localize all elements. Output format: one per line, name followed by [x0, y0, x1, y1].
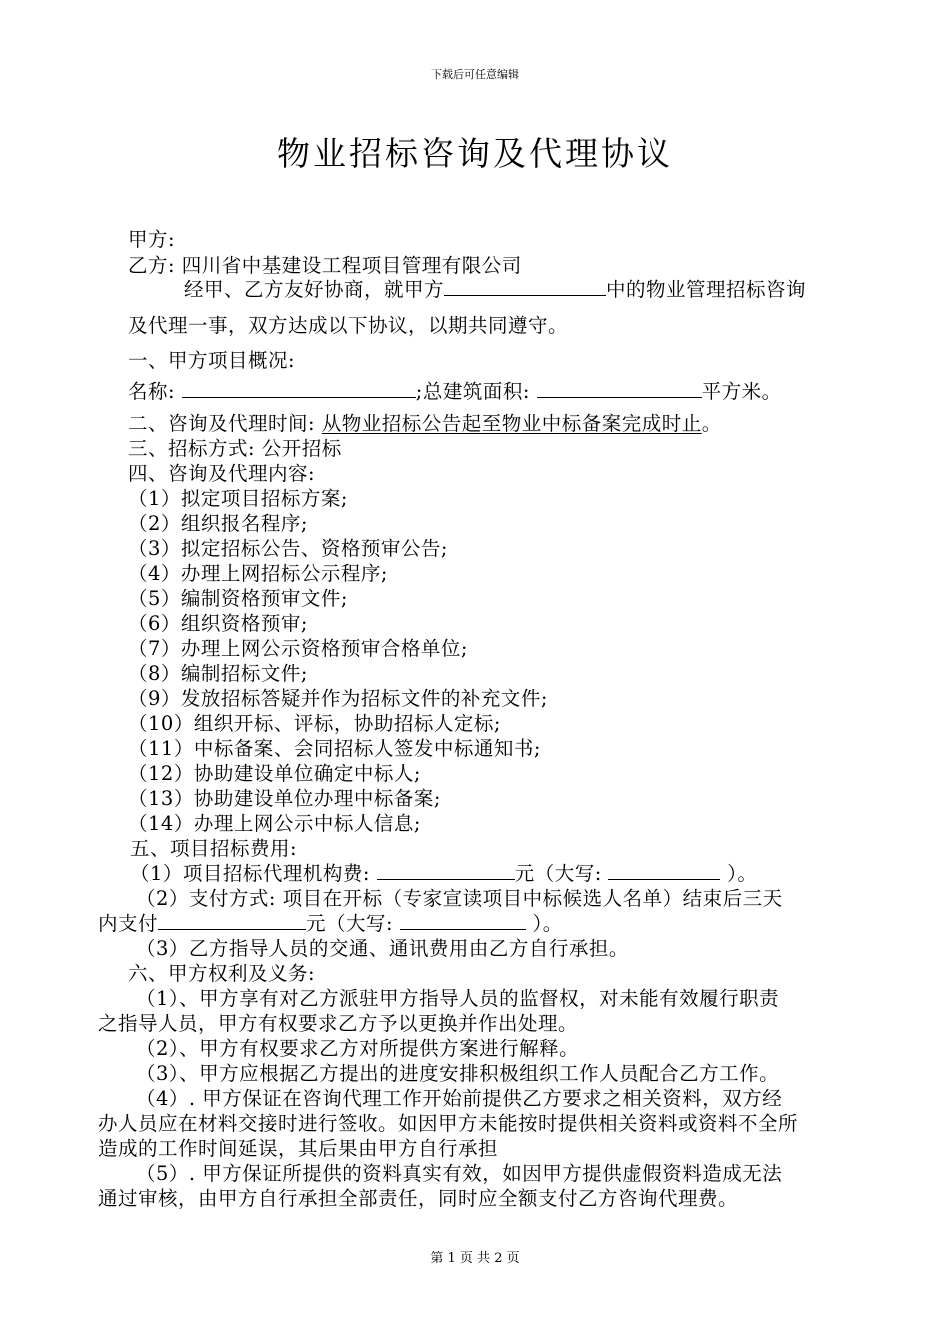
- party-b-line: 乙方: 四川省中基建设工程项目管理有限公司: [128, 254, 522, 277]
- right-1-line-1: （1）、甲方享有对乙方派驻甲方指导人员的监督权，对未能有效履行职责: [136, 987, 780, 1010]
- section-2-end: 。: [701, 412, 722, 435]
- page-footer: 第 1 页 共 2 页: [430, 1251, 520, 1266]
- right-1-line-2: 之指导人员，甲方有权要求乙方予以更换并作出处理。: [98, 1012, 579, 1035]
- intro-line-2: 及代理一事，双方达成以下协议，以期共同遵守。: [128, 314, 569, 337]
- list-item: （2）组织报名程序;: [128, 512, 308, 535]
- list-item: （4）办理上网招标公示程序;: [128, 562, 388, 585]
- list-item: （5）编制资格预审文件;: [128, 587, 348, 610]
- header-note: 下载后可任意编辑: [431, 68, 519, 81]
- fee-line-2a: （2）支付方式: 项目在开标（专家宣读项目中标候选人名单）结束后三天: [136, 887, 783, 910]
- list-item: （1）拟定项目招标方案;: [128, 487, 348, 510]
- area-blank[interactable]: [537, 379, 702, 398]
- fee-line-3: （3）乙方指导人员的交通、通讯费用由乙方自行承担。: [136, 937, 629, 960]
- list-item: （13）协助建设单位办理中标备案;: [128, 787, 441, 810]
- list-item: （6）组织资格预审;: [128, 612, 308, 635]
- project-blank[interactable]: [444, 277, 606, 296]
- list-item: （9）发放招标答疑并作为招标文件的补充文件;: [128, 687, 548, 710]
- pay-label: 内支付: [98, 912, 159, 935]
- section-3-line: 三、招标方式: 公开招标: [128, 437, 342, 460]
- payment-uppercase-blank[interactable]: [400, 911, 526, 930]
- pay-close: ）。: [532, 912, 563, 935]
- section-1-heading: 一、甲方项目概况:: [128, 349, 296, 372]
- service-period: 从物业招标公告起至物业中标备案完成时止: [321, 412, 702, 435]
- agency-fee-blank[interactable]: [377, 861, 515, 880]
- right-3-line: （3）、甲方应根据乙方提出的进度安排积极组织工作人员配合乙方工作。: [136, 1062, 780, 1085]
- project-info-line: [128, 376, 782, 404]
- right-5-line-1: （5）. 甲方保证所提供的资料真实有效，如因甲方提供虚假资料造成无法: [136, 1162, 783, 1185]
- document-title: 物业招标咨询及代理协议: [277, 134, 673, 173]
- intro-text-b: 中的物业管理招标咨询: [606, 278, 807, 301]
- payment-blank[interactable]: [158, 911, 306, 930]
- list-item: （7）办理上网公示资格预审合格单位;: [128, 637, 468, 660]
- right-4-line-1: （4）. 甲方保证在咨询代理工作开始前提供乙方要求之相关资料，双方经: [136, 1087, 783, 1110]
- intro-text-a: 经甲、乙方友好协商，就甲方: [184, 278, 445, 301]
- pay-uppercase-label: 元（大写:: [306, 912, 394, 935]
- list-item: （11）中标备案、会同招标人签发中标通知书;: [128, 737, 541, 760]
- right-2-line: （2）、甲方有权要求乙方对所提供方案进行解释。: [136, 1037, 580, 1060]
- party-a-line: 甲方:: [128, 228, 176, 251]
- section-6-heading: 六、甲方权利及义务:: [128, 962, 316, 985]
- list-item: （3）拟定招标公告、资格预审公告;: [128, 537, 448, 560]
- list-item: （12）协助建设单位确定中标人;: [128, 762, 421, 785]
- list-item: （14）办理上网公示中标人信息;: [128, 812, 421, 835]
- section-2-line: [128, 408, 722, 436]
- right-4-line-3: 造成的工作时间延误，其后果由甲方自行承担: [98, 1137, 499, 1160]
- agency-fee-label: （1）项目招标代理机构费:: [130, 862, 370, 885]
- list-item: （10）组织开标、评标，协助招标人定标;: [128, 712, 501, 735]
- fee-close: ）。: [727, 862, 758, 885]
- right-4-line-2: 办人员应在材料交接时进行签收。如因甲方未能按时提供相关资料或资料不全所: [98, 1112, 799, 1135]
- intro-line-1: [184, 274, 806, 302]
- name-label: 名称:: [128, 380, 176, 403]
- agency-fee-uppercase-blank[interactable]: [608, 861, 720, 880]
- list-item: （8）编制招标文件;: [128, 662, 308, 685]
- section-2-label: 二、咨询及代理时间:: [128, 412, 316, 435]
- name-blank[interactable]: [182, 379, 416, 398]
- fee-line-2b: [98, 908, 563, 936]
- fee-line-1: [130, 858, 757, 886]
- area-unit: 平方米。: [701, 380, 782, 403]
- fee-uppercase-label: 元（大写:: [514, 862, 602, 885]
- area-label: ;总建筑面积:: [415, 380, 530, 403]
- section-4-heading: 四、咨询及代理内容:: [128, 462, 316, 485]
- section-5-heading: 五、项目招标费用:: [130, 837, 298, 860]
- right-5-line-2: 通过审核，由甲方自行承担全部责任，同时应全额支付乙方咨询代理费。: [98, 1187, 739, 1210]
